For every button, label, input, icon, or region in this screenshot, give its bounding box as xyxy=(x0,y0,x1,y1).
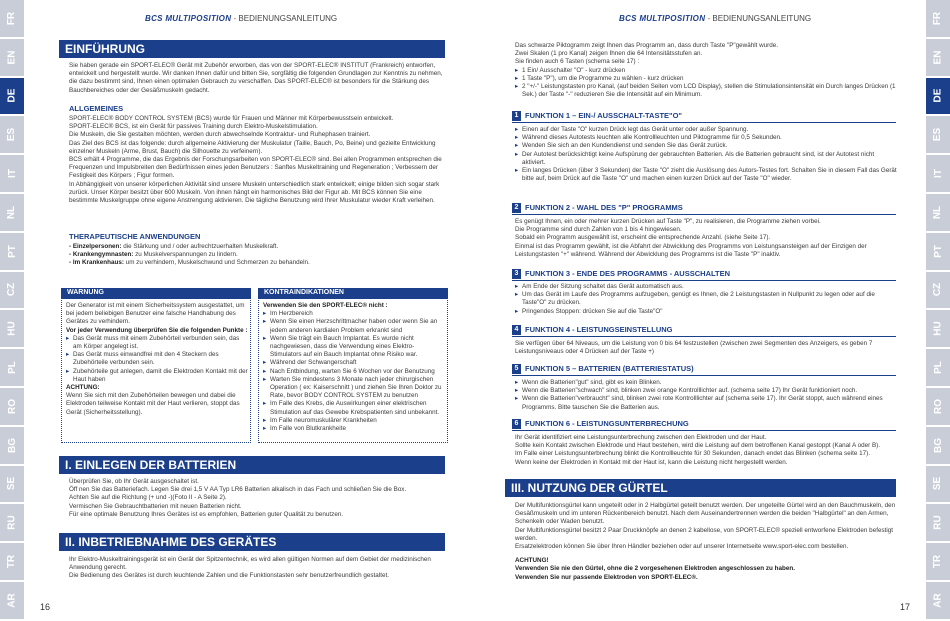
allgemeines-line: BCS erhält 4 Programme, die das Ergebnis der Forschungsarbeiten von SPORT-ELEC® sind. Bei allen Programmen entsprechen die Frequenzen und Impulsbreiten den Bedürfnissen eines jeden Benutzers : Sanftes Muskeltraining und Regeneration ; Verbessern der Festigkeit des Körpers ; Figur formen. xyxy=(69,156,442,180)
kontra-item: ▸ Nach Entbindung, warten Sie 6 Wochen vor der Benutzung xyxy=(263,368,445,376)
funktion-number: 3 xyxy=(512,269,521,279)
funktion-1-list xyxy=(515,126,899,183)
funktion-3-list xyxy=(515,283,899,316)
funktion-item: ▸ Ein langes Drücken (über 3 Sekunden) der Taste "O" zieht die Auslösung des Autors-Testes fort. Schalten Sie in diesem Fall das Gerät bitte auf, beim Drück auf die Taste "O" und machen einen kurzen Drück auf der Taste "O" wieder. xyxy=(515,167,899,183)
therapeutische-list xyxy=(69,243,447,268)
warnung-item: ▸ Das Gerät muss einwandfrei mit den 4 Steckern des Zubehörteile verbunden sein. xyxy=(66,351,248,367)
funktion-item: ▸ Pringendes Stoppen: drücken Sie auf die Taste"O" xyxy=(515,308,899,316)
funktion-1-text xyxy=(515,126,899,183)
lang-tab-pl[interactable]: PL xyxy=(0,349,24,388)
allgemeines-line: Das Ziel des BCS ist das folgende: durch allgemeine Aktivierung der Muskulatur (Taille, Bauch, Po, Beine) und gezielte Entwicklung einzelner Muskeln (Arme, Brust, Bauch) die Silhouette zu verfeinern). xyxy=(69,139,436,155)
kontra-item: ▸ Im Herzbereich xyxy=(263,310,445,318)
warnung-note: Wenn Sie sich mit den Zubehörteilen bewegen und dabei die Elektroden teilweise Kontakt mit der Haut verlieren, stoppt das Gerät (Sicherheitsstellung). xyxy=(66,392,240,416)
allgemeines-line: SPORT-ELEC® BCS, ist ein Gerät für passives Training durch Elektro-Muskelstimulation. xyxy=(69,123,318,131)
kontra-item: ▸ Wenn Sie einen Herzschrittmacher haben oder wenn Sie an jedem anderen kardialen Problem erkrankt sind xyxy=(263,318,445,334)
batterien-line: Überprüfen Sie, ob Ihr Gerät ausgeschaltet ist. xyxy=(69,478,199,485)
lang-tab-se[interactable]: SE xyxy=(926,466,950,505)
funktion-item: ▸ Wenn die Batterien"gut" sind, gibt es kein Blinken. xyxy=(515,379,899,387)
divider xyxy=(512,280,896,281)
section-title-einfuehrung: EINFÜHRUNG xyxy=(59,40,445,58)
button-list-item: ▸ 2 "+/-" Leistungstasten pro Kanal, (auf beiden Seiten vom LCD Display), stellen die Stimulationsintensität ein Durch langes Drücken (1 Sek.) der Taste "-" reduzieren Sie die Intensität auf ein Minimum. xyxy=(515,83,899,99)
lang-tab-it[interactable]: IT xyxy=(0,155,24,194)
batterien-line: Achten Sie auf die Richtung (+ und -)(Foto II - A Seite 2). xyxy=(69,494,227,502)
therapeutische-heading: THERAPEUTISCHE ANWENDUNGEN xyxy=(69,232,201,241)
funktion-4-text xyxy=(515,340,899,356)
intro-line: Das schwarze Piktogramm zeigt Ihnen das Programm an, dass durch Taste "P"gewählt wurde. xyxy=(515,42,778,49)
lang-tab-fr[interactable]: FR xyxy=(926,0,950,39)
page-header xyxy=(145,14,337,23)
inbetriebnahme-text xyxy=(69,556,447,581)
lang-tab-de[interactable]: DE xyxy=(926,78,950,117)
funktion-number: 1 xyxy=(512,111,521,121)
page-header xyxy=(619,14,811,23)
funktion-1-heading xyxy=(512,111,896,121)
page-number: 16 xyxy=(40,602,51,612)
lang-tab-hu[interactable]: HU xyxy=(0,310,24,349)
funktion-item: ▸ Wenden Sie sich an den Kundendienst und senden Sie das Gerät zurück. xyxy=(515,142,899,150)
funktion-line: Sobald ein Programm ausgewählt ist, erscheint die entsprechende Anzahl. (siehe Seite 17). xyxy=(515,234,771,242)
language-tabs-left xyxy=(0,0,24,621)
left-page xyxy=(24,0,475,621)
divider xyxy=(512,375,896,376)
brand-name: BCS MULTIPOSITION xyxy=(145,14,232,23)
lang-tab-ro[interactable]: RO xyxy=(0,388,24,427)
lang-tab-en[interactable]: EN xyxy=(0,39,24,78)
funktion-title: FUNKTION 1 – EIN-/ AUSSCHALT-TASTE"O" xyxy=(525,111,682,120)
funktion-number: 4 xyxy=(512,325,521,335)
right-page xyxy=(475,0,926,621)
warnung-item: ▸ Zubehörteile gut anlegen, damit die Elektroden Kontakt mit der Haut haben xyxy=(66,368,248,384)
therapy-item: - Im Krankenhaus: um zu verhindern, Muskelschwund und Schmerzen zu behandeln. xyxy=(69,259,310,267)
therapy-item: - Einzelpersonen: die Stärkung und / oder aufrechtzuerhalten Muskelkraft. xyxy=(69,243,279,250)
header-separator: - xyxy=(231,14,239,23)
lang-tab-ru[interactable]: RU xyxy=(0,504,24,543)
kontra-list xyxy=(263,310,445,433)
funktion-6-heading xyxy=(512,419,896,429)
funktion-title: FUNKTION 5 – BATTERIEN (BATTERIESTATUS) xyxy=(525,364,694,373)
funktion-item: ▸ Wenn die Batterien"schwach" sind, blinken zwei orange Kontrolllichter auf. (schema seite 17) Ihr Gerät funktioniert noch. xyxy=(515,387,899,395)
funktion-item: ▸ Um das Gerät im Laufe des Programms aufzugeben, genügt es Ihnen, die 2 Leistungstasten in Nullpunkt zu legen oder auf die Taste"O" zu drücken. xyxy=(515,291,899,307)
intro-line: Zwei Skalen (1 pro Kanal) zeigen Ihnen die 64 Intensitätsstufen an. xyxy=(515,50,703,58)
funktion-line: Ihr Gerät identifiziert eine Leistungsunterbrechung zwischen den Elektroden und der Haut. xyxy=(515,434,767,441)
page-number: 17 xyxy=(899,602,910,612)
funktion-title: FUNKTION 4 - LEISTUNGSEINSTELLUNG xyxy=(525,325,673,334)
funktion-4-heading xyxy=(512,325,896,335)
divider xyxy=(512,122,896,123)
kontra-item: ▸ Warten Sie mindestens 3 Monate nach jeder chirurgischen Operation ( ex: Kaiserschnitt ) und ziehen Sie Ihren Doktor zu Rate, bevor BODY CONTROL SYSTEM zu benutzen xyxy=(263,376,445,401)
lang-tab-hu[interactable]: HU xyxy=(926,310,950,349)
warnung-item: ▸ Das Gerät muss mit einem Zubehörteil verbunden sein, das am Körper angelegt ist. xyxy=(66,335,248,351)
brand-name: BCS MULTIPOSITION xyxy=(619,14,706,23)
funktion-item: ▸ Der Autotest berücksichtigt keine Aufspürung der gebrauchten Batterien. Als die Batterien gebraucht sind, ist der Autotest nicht aktiviert. xyxy=(515,151,899,167)
funktion-number: 5 xyxy=(512,364,521,374)
kontraindikationen-text xyxy=(263,302,445,433)
warnung-achtung: ACHTUNG: xyxy=(66,384,100,392)
einfuehrung-text: Sie haben gerade ein SPORT-ELEC® Gerät mit Zubehör erworben, das von der SPORT-ELEC® INSTITUT (Frankreich) entworfen, entwickelt und hergestellt wurde. Wir danken Ihnen dafür und bitten Sie, sorgfältig die folgenden Grundlagen zur Kenntnis zu nehmen, die dazu bestimmt sind, Ihnen einen optimalen Gebrauch zu verschaffen. Das SPORT-ELEC® ist besonders für die Stärkung des Bauchbereiches oder der Gesäßmuskeln gedacht. xyxy=(69,62,443,94)
funktion-item: ▸ Am Ende der Sitzung schaltet das Gerät automatisch aus. xyxy=(515,283,899,291)
divider xyxy=(512,430,896,431)
funktion-5-text xyxy=(515,379,899,412)
lang-tab-pt[interactable]: PT xyxy=(926,233,950,272)
nutzung-line: Ersatzelektroden können Sie über Ihren Händler beziehen oder auf unserer Internetseite www.sport-elec.com bestellen. xyxy=(515,543,849,551)
funktion-line: Es genügt Ihnen, ein oder mehrer kurzen Drücken auf Taste "P", zu realisieren, die Programme ziehen vorbei. xyxy=(515,218,821,225)
lang-tab-bg[interactable]: BG xyxy=(926,427,950,466)
lang-tab-en[interactable]: EN xyxy=(926,39,950,78)
lang-tab-fr[interactable]: FR xyxy=(0,0,24,39)
language-tabs-right xyxy=(926,0,950,621)
funktion-line: Wenn keine der Elektroden in Kontakt mit der Haut ist, kann die Leistung nicht hergestellt werden. xyxy=(515,458,788,466)
funktion-3-heading xyxy=(512,269,896,279)
funktion-number: 2 xyxy=(512,203,521,213)
warnung-text xyxy=(66,302,248,417)
button-list-item: ▸ 1 Ein/ Ausschalter "O" - kurz drücken xyxy=(515,67,899,75)
funktion-5-list xyxy=(515,379,899,412)
warnung-check-heading: Vor jeder Verwendung überprüfen Sie die folgenden Punkte : xyxy=(66,326,248,334)
funktion-2-text xyxy=(515,218,899,259)
lang-tab-es[interactable]: ES xyxy=(0,116,24,155)
nutzung-text xyxy=(515,502,899,582)
lang-tab-ru[interactable]: RU xyxy=(926,504,950,543)
funktion-line: Sollte kein Kontakt zwischen Elektrode und Haut bestehen, wird die Leistung auf dem betroffenen Kanal gestoppt (Kanal A oder B). xyxy=(515,442,880,450)
allgemeines-heading: ALLGEMEINES xyxy=(69,104,124,113)
funktion-5-heading xyxy=(512,364,896,374)
funktion-title: FUNKTION 6 - LEISTUNGSUNTERBRECHUNG xyxy=(525,419,689,428)
lang-tab-bg[interactable]: BG xyxy=(0,427,24,466)
kontra-item: ▸ Im Falle des Krebs, die Auswirkungen einer elektrischen Stimulation auf das Gewebe Krebspatienten sind unbekannt. xyxy=(263,400,445,416)
lang-tab-tr[interactable]: TR xyxy=(926,543,950,582)
button-list-item: ▸ 1 Taste "P"), um die Programme zu wählen - kurz drücken xyxy=(515,75,899,83)
nutzung-warning-line: Verwenden Sie nur passende Elektroden von SPORT-ELEC®. xyxy=(515,573,698,581)
section-title-batterien: I. EINLEGEN DER BATTERIEN xyxy=(59,456,445,474)
display-intro-text xyxy=(515,42,899,99)
lang-tab-pl[interactable]: PL xyxy=(926,349,950,388)
inbetrieb-line: Ihr Elektro-Muskeltrainingsgerät ist ein Gerät der Spitzentechnik, es wird allen gültigen Normen auf dem Gebiet der medizinischen Anwendung gerecht. xyxy=(69,556,431,572)
lang-tab-ar[interactable]: AR xyxy=(926,582,950,621)
batterien-line: Für eine optimale Benutzung Ihres Gerätes ist es empfohlen, Batterien guter Qualität zu benutzen. xyxy=(69,510,344,518)
lang-tab-ar[interactable]: AR xyxy=(0,582,24,621)
lang-tab-cz[interactable]: CZ xyxy=(0,272,24,311)
funktion-6-text xyxy=(515,434,899,467)
funktion-line: Im Falle einer Leistungsunterbrechung blinkt die Kontrollleuchte für 30 Sekunden, danach endet das Blinken (schema seite 17). xyxy=(515,450,870,458)
kontra-item: ▸ Wenn Sie trägt ein Bauch Implantat. Es wurde nicht nachgewiesen, dass die Verwendung eines Elektro-Stimulators auf ein Bauch Implantat ohne Risiko war. xyxy=(263,335,445,360)
allgemeines-line: SPORT-ELEC® BODY CONTROL SYSTEM (BCS) wurde für Frauen und Männer mit Körperbewusstsein entwickelt. xyxy=(69,115,394,122)
funktion-title: FUNKTION 3 - ENDE DES PROGRAMMS - AUSSCHALTEN xyxy=(525,269,731,278)
nutzung-achtung: ACHTUNG! xyxy=(515,557,549,565)
funktion-line: Die Programme sind durch Zahlen von 1 bis 4 hingewiesen. xyxy=(515,226,682,234)
lang-tab-pt[interactable]: PT xyxy=(0,233,24,272)
warnung-checklist xyxy=(66,335,248,384)
funktion-3-text xyxy=(515,283,899,316)
lang-tab-se[interactable]: SE xyxy=(0,466,24,505)
intro-line: Sie finden auch 6 Tasten (schema seite 17) : xyxy=(515,58,640,66)
lang-tab-ro[interactable]: RO xyxy=(926,388,950,427)
divider xyxy=(512,336,896,337)
allgemeines-text xyxy=(69,115,447,205)
lang-tab-de[interactable]: DE xyxy=(0,78,24,117)
lang-tab-es[interactable]: ES xyxy=(926,116,950,155)
header-subtitle: BEDIENUNGSANLEITUNG xyxy=(712,14,812,23)
batterien-text xyxy=(69,478,447,519)
header-separator: - xyxy=(705,14,713,23)
lang-tab-cz[interactable]: CZ xyxy=(926,272,950,311)
kontra-item: ▸ Im Falle von Blutkrankheite xyxy=(263,425,445,433)
funktion-number: 6 xyxy=(512,419,521,429)
funktion-2-heading xyxy=(512,203,896,213)
lang-tab-tr[interactable]: TR xyxy=(0,543,24,582)
kontra-item: ▸ Im Falle neuromuskulärer Krankheiten xyxy=(263,417,445,425)
nutzung-line: Der Multifunktionsgürtel kann ungeteilt oder in 2 Halbgürtel geteilt benutzt werden. Der ungeteilte Gürtel wird an den Bauchmuskeln, den Gesäßmuskeln und im unteren Rückenbereich benutzt. Nach dem Auseinandertrennen werden die beiden "Halbgürtel" an den Armen, Schenkeln oder Waden benutzt. xyxy=(515,502,896,526)
funktion-title: FUNKTION 2 - WAHL DES "P" PROGRAMMS xyxy=(525,203,683,212)
funktion-item: ▸ Während dieses Autotests leuchten alle Kontrollleuchten und Piktogramme für 0,5 Sekunden. xyxy=(515,134,899,142)
section-title-nutzung: III. NUTZUNG DER GÜRTEL xyxy=(505,479,896,497)
batterien-line: Vermischen Sie Gebrauchtbatterien mit neuen Batterien nicht. xyxy=(69,502,242,510)
kontra-item: ▸ Während der Schwangerschaft xyxy=(263,359,445,367)
nutzung-warning-line: Verwenden Sie nie den Gürtel, ohne die 2 vorgesehenen Elektroden angeschlossen zu haben. xyxy=(515,565,795,573)
inbetrieb-line: Die Bedienung des Gerätes ist durch leuchtende Zahlen und die Funktionstasten sehr benutzerfreundlich gestaltet. xyxy=(69,572,389,580)
warnung-heading: WARNUNG xyxy=(61,288,251,299)
lang-tab-nl[interactable]: NL xyxy=(926,194,950,233)
batterien-line: Öff nen Sie das Batteriefach. Legen Sie drei 1,5 V AA Typ LR6 Batterien alkalisch in das Fach und schließen Sie die Box. xyxy=(69,486,407,494)
section-title-inbetriebnahme: II. INBETRIEBNAHME DES GERÄTES xyxy=(59,533,445,551)
funktion-item: ▸ Wenn die Batterien"verbraucht" sind, blinken zwei rote Kontrolllichter auf (schema seite 17). Ihr Gerät stoppt, auch während eines Programms. Bitte tauschen Sie die Batterien aus. xyxy=(515,395,899,411)
warnung-intro: Der Generator ist mit einem Sicherheitssystem ausgestattet, um bei jedem beliebigen Benutzer eine falsche Handhabung des Gerätes zu verhindern. xyxy=(66,302,245,326)
header-subtitle: BEDIENUNGSANLEITUNG xyxy=(238,14,338,23)
allgemeines-line: Die Muskeln, die Sie gestalten möchten, werden durch abwechselnde Kontraktur- und Ruhephasen trainiert. xyxy=(69,131,371,139)
funktion-line: Sie verfügen über 64 Niveaus, um die Leistung von 0 bis 64 festzustellen (zwischen zwei Segmenten des Anzeigers, es geben 7 Leistungsniveaus oder 4 Drücken auf der Taste +) xyxy=(515,340,873,356)
kontraindikationen-heading: KONTRAINDIKATIONEN xyxy=(258,288,448,299)
lang-tab-nl[interactable]: NL xyxy=(0,194,24,233)
therapy-item: - Krankengymnasten: zu Muskelverspannungen zu lindern. xyxy=(69,251,238,259)
lang-tab-it[interactable]: IT xyxy=(926,155,950,194)
divider xyxy=(512,214,896,215)
funktion-item: ▸ Einen auf der Taste "O" kurzen Drück legt das Gerät unter oder außer Spannung. xyxy=(515,126,899,134)
nutzung-line: Der Multifunktionsgürtel besitzt 2 Paar Druckknöpfe an denen 2 kabellose, von SPORT-ELEC® speziell entworfene Elektroden befestigt werden. xyxy=(515,526,893,542)
button-list xyxy=(515,67,899,100)
allgemeines-line: In Abhängigkeit von unserer körperlichen Aktivität sind unsere Muskeln unterschiedlich stark entwickelt; einige bilden sich sogar stark zurück. Unser Körper besitzt über 600 Muskeln. Von ihnen hängt ein harmonisches Bild der Figur ab. Mit BCS können Sie eine bestimmte Muskelgruppe ohne eigene Anstrengung aktivieren. Die tägliche Benutzung wird Ihrer Muskulatur wieder Kraft verleihen. xyxy=(69,180,440,205)
kontra-intro: Verwenden Sie den SPORT-ELEC® nicht : xyxy=(263,302,388,309)
funktion-line: Einmal ist das Programm gewählt, ist die Abfahrt der Abwicklung des Programms von Leistungsansteigen auf der Einzigen der Leistungstasten "+" während. Während der Abwicklung des Programms ist die Taste "P" inaktiv. xyxy=(515,242,867,258)
